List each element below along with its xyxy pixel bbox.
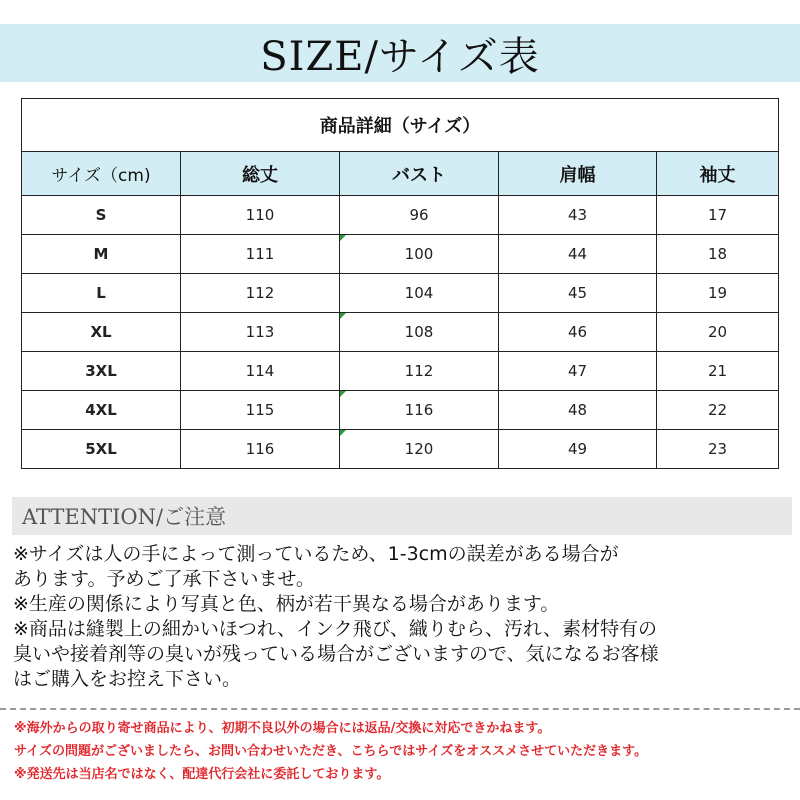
corner-mark <box>340 235 346 241</box>
table-row <box>22 430 779 469</box>
note-line: ※サイズは人の手によって測っているため、1-3cmの誤差がある場合が <box>13 543 619 565</box>
cell-size: XL <box>22 313 181 352</box>
header-size: サイズ（cm) <box>22 152 181 196</box>
note-line: はご購入をお控え下さい。 <box>13 668 242 690</box>
footnotes <box>14 717 794 786</box>
cell-length: 110 <box>181 196 340 235</box>
cell-sleeve: 20 <box>657 313 779 352</box>
cell-length: 112 <box>181 274 340 313</box>
cell-sleeve: 18 <box>657 235 779 274</box>
page-title: SIZE/サイズ表 <box>260 33 540 80</box>
cell-bust: 112 <box>340 352 499 391</box>
cell-sleeve: 23 <box>657 430 779 469</box>
cell-size: M <box>22 235 181 274</box>
cell-shoulder: 46 <box>499 313 657 352</box>
cell-shoulder: 45 <box>499 274 657 313</box>
title-banner <box>0 24 800 82</box>
footnote-line: サイズの問題がございましたら、お問い合わせいただき、こちらではサイズをオススメさせていただきます。 <box>14 744 648 759</box>
cell-shoulder: 47 <box>499 352 657 391</box>
cell-length: 111 <box>181 235 340 274</box>
note-line: あります。予めご了承下さいませ。 <box>13 568 315 590</box>
note-line: ※商品は縫製上の細かいほつれ、インク飛び、織りむら、汚れ、素材特有の <box>13 618 658 640</box>
cell-bust: 116 <box>340 391 499 430</box>
header-shoulder: 肩幅 <box>499 152 657 196</box>
attention-header <box>12 497 792 535</box>
cell-size: 4XL <box>22 391 181 430</box>
table-row <box>22 352 779 391</box>
cell-shoulder: 44 <box>499 235 657 274</box>
footnote-line: ※発送先は当店名ではなく、配達代行会社に委託しております。 <box>14 767 390 782</box>
cell-sleeve: 17 <box>657 196 779 235</box>
cell-bust: 120 <box>340 430 499 469</box>
cell-size: 3XL <box>22 352 181 391</box>
cell-sleeve: 22 <box>657 391 779 430</box>
header-length: 総丈 <box>181 152 340 196</box>
cell-length: 116 <box>181 430 340 469</box>
header-sleeve: 袖丈 <box>657 152 779 196</box>
dashed-divider <box>0 708 800 710</box>
cell-shoulder: 43 <box>499 196 657 235</box>
table-row <box>22 274 779 313</box>
cell-size: L <box>22 274 181 313</box>
attention-title: ATTENTION/ご注意 <box>22 505 227 529</box>
note-line: 臭いや接着剤等の臭いが残っている場合がございますので、気になるお客様 <box>13 643 659 665</box>
cell-size: 5XL <box>22 430 181 469</box>
attention-notes <box>13 542 791 692</box>
cell-length: 113 <box>181 313 340 352</box>
footnote-line: ※海外からの取り寄せ商品により、初期不良以外の場合には返品/交換に対応できかねます。 <box>14 721 551 736</box>
corner-mark <box>340 313 346 319</box>
table-row <box>22 313 779 352</box>
size-table <box>21 98 779 469</box>
table-row <box>22 391 779 430</box>
table-row <box>22 196 779 235</box>
cell-sleeve: 21 <box>657 352 779 391</box>
corner-mark <box>340 391 346 397</box>
cell-bust: 100 <box>340 235 499 274</box>
table-caption-row <box>22 99 779 152</box>
corner-mark <box>340 430 346 436</box>
table-header-row <box>22 152 779 196</box>
cell-bust: 108 <box>340 313 499 352</box>
cell-length: 115 <box>181 391 340 430</box>
header-bust: バスト <box>340 152 499 196</box>
note-line: ※生産の関係により写真と色、柄が若干異なる場合があります。 <box>13 593 560 615</box>
table-row <box>22 235 779 274</box>
cell-size: S <box>22 196 181 235</box>
cell-bust: 104 <box>340 274 499 313</box>
cell-shoulder: 49 <box>499 430 657 469</box>
cell-shoulder: 48 <box>499 391 657 430</box>
cell-bust: 96 <box>340 196 499 235</box>
table-caption: 商品詳細（サイズ） <box>22 99 779 152</box>
cell-length: 114 <box>181 352 340 391</box>
cell-sleeve: 19 <box>657 274 779 313</box>
